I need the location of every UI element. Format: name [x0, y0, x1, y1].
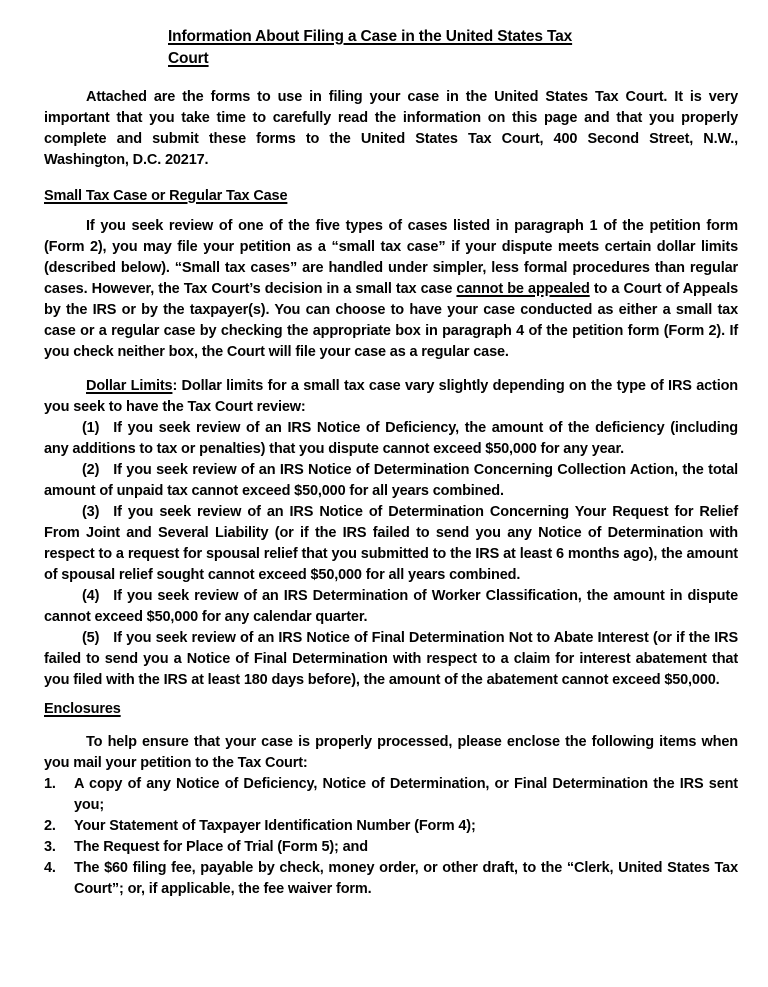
dollar-limit-item-1-text: If you seek review of an IRS Notice of Deficiency, the amount of the deficiency (including any additions to tax or penalties) that you dispute cannot exceed $50,000 for any year. [44, 420, 738, 457]
enclosures-intro-paragraph: To help ensure that your case is properly processed, please enclose the following items when you mail your petition to the Tax Court: [44, 734, 738, 771]
enclosures-list-item-3 [44, 837, 738, 858]
enclosures-list-item-2 [44, 816, 738, 837]
enclosures-list-item-4-text: The $60 filing fee, payable by check, money order, or other draft, to the “Clerk, United States Tax Court”; or, if applicable, the fee waiver form. [74, 860, 738, 897]
dollar-limit-item-5 [44, 628, 738, 691]
dollar-limit-item-5-text: If you seek review of an IRS Notice of Final Determination Not to Abate Interest (or if the IRS failed to send you a Notice of Final Determination with respect to a claim for interest abatement that you filed with the IRS at least 180 days before), the amount of the abatement cannot exceed $50,000. [44, 630, 738, 688]
small-tax-paragraph-part2: to a Court of Appeals by the IRS or by the taxpayer(s). You can choose to have your case conducted as either a small tax case or a regular case by checking the appropriate box in paragraph 4 of the petition form (Form 2). If you check neither box, the Court will file your case as a regular case. [44, 281, 738, 360]
enclosures-list-item-2-number: 2. [44, 818, 56, 834]
dollar-limit-item-4-number: (4) [82, 588, 100, 604]
section-heading-small-tax-case: Small Tax Case or Regular Tax Case [44, 188, 288, 204]
document-title-line2: Court [168, 50, 209, 67]
enclosures-list [44, 774, 738, 900]
dollar-limits-label: Dollar Limits [86, 378, 173, 394]
document-title-line1: Information About Filing a Case in the United States Tax [168, 28, 573, 45]
enclosures-list-item-3-number: 3. [44, 839, 56, 855]
small-tax-paragraph-underlined: cannot be appealed [456, 281, 590, 297]
enclosures-list-item-1-number: 1. [44, 776, 56, 792]
section-heading-enclosures: Enclosures [44, 701, 121, 717]
dollar-limit-item-2-number: (2) [82, 462, 100, 478]
document-title [168, 26, 738, 70]
small-tax-paragraph-part1: If you seek review of one of the five types of cases listed in paragraph 1 of the petition form (Form 2), you may file your petition as a “small tax case” if your dispute meets certain dollar limits (described below). “Small tax cases” are handled under simpler, less formal procedures than regular cases. However, the Tax Court’s decision in a small tax case [44, 218, 738, 297]
enclosures-list-item-2-text: Your Statement of Taxpayer Identification Number (Form 4); [74, 818, 476, 834]
dollar-limit-item-3 [44, 502, 738, 586]
dollar-limits-text: : Dollar limits for a small tax case vary slightly depending on the type of IRS action you seek to have the Tax Court review: [44, 378, 739, 415]
dollar-limit-item-4-text: If you seek review of an IRS Determination of Worker Classification, the amount in dispute cannot exceed $50,000 for any calendar quarter. [44, 588, 738, 625]
enclosures-list-item-1 [44, 774, 738, 816]
dollar-limit-item-1-number: (1) [82, 420, 100, 436]
dollar-limit-item-3-text: If you seek review of an IRS Notice of Determination Concerning Your Request for Relief From Joint and Several Liability (or if the IRS failed to send you any Notice of Determination with respect to a request for spousal relief that you submitted to the IRS at least 6 months ago), the amount of spousal relief sought cannot exceed $50,000 for all years combined. [44, 504, 738, 583]
dollar-limit-item-4 [44, 586, 738, 628]
enclosures-list-item-3-text: The Request for Place of Trial (Form 5); and [74, 839, 368, 855]
dollar-limit-item-5-number: (5) [82, 630, 100, 646]
dollar-limit-item-1 [44, 418, 738, 460]
enclosures-list-item-4 [44, 858, 738, 900]
intro-paragraph: Attached are the forms to use in filing your case in the United States Tax Court. It is very important that you take time to carefully read the information on this page and that you properly complete and submit these forms to the United States Tax Court, 400 Second Street, N.W., Washington, D.C. 20217. [44, 89, 738, 168]
dollar-limit-item-2-text: If you seek review of an IRS Notice of Determination Concerning Collection Action, the total amount of unpaid tax cannot exceed $50,000 for all years combined. [44, 462, 738, 499]
dollar-limit-item-3-number: (3) [82, 504, 100, 520]
small-tax-paragraph [44, 216, 738, 363]
enclosures-list-item-1-text: A copy of any Notice of Deficiency, Notice of Determination, or Final Determination the IRS sent you; [74, 776, 738, 813]
dollar-limit-item-2 [44, 460, 738, 502]
enclosures-list-item-4-number: 4. [44, 860, 56, 876]
dollar-limits-paragraph [44, 376, 738, 418]
